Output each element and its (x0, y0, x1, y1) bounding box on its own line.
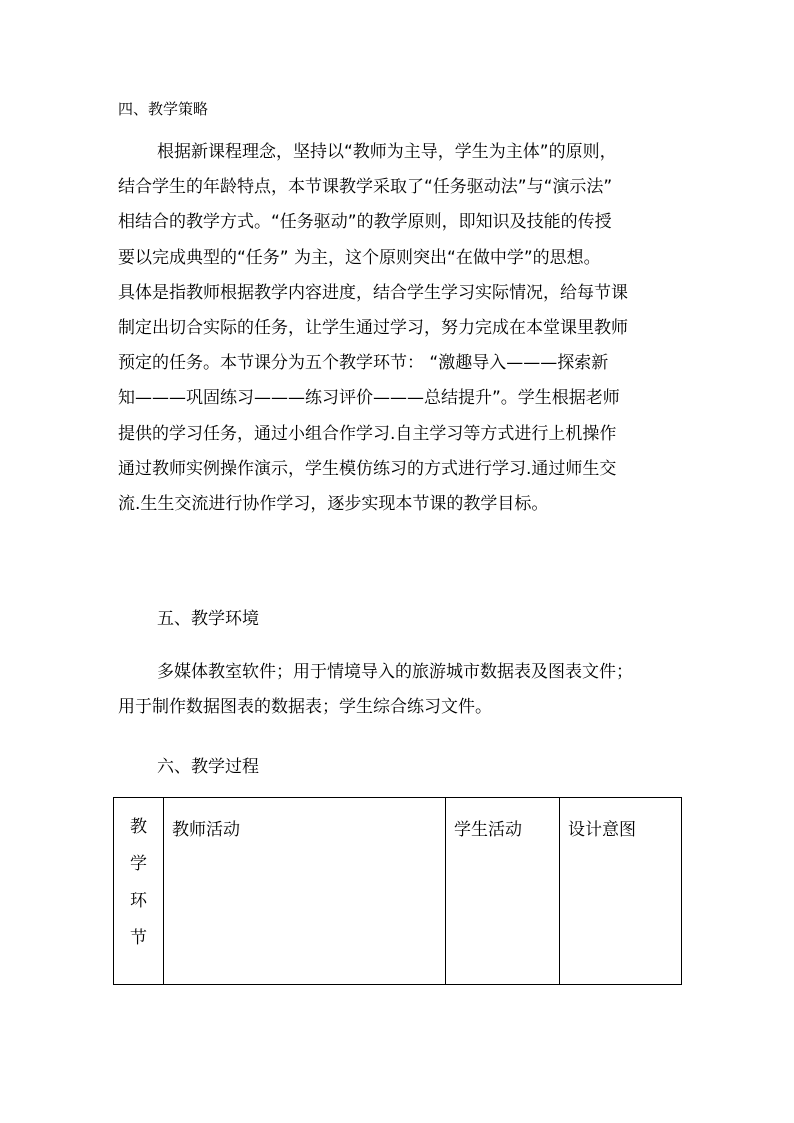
table-row (114, 798, 682, 985)
section-heading-environment: 五、教学环境 (157, 609, 259, 629)
paragraph-line: 制定出切合实际的任务，让学生通过学习，努力完成在本堂课里教师 (118, 317, 628, 338)
stage-char: 节 (130, 928, 147, 948)
paragraph-line: 流.生生交流进行协作学习，逐步实现本节课的教学目标。 (118, 493, 549, 514)
stage-char: 学 (130, 854, 147, 874)
section-heading-strategy: 四、教学策略 (118, 100, 209, 118)
stage-char: 环 (130, 891, 147, 911)
teacher-activity-header-cell (164, 798, 446, 985)
student-activity-header-cell (446, 798, 560, 985)
stage-char: 教 (130, 817, 147, 837)
paragraph-line: 多媒体教室软件；用于情境导入的旅游城市数据表及图表文件； (157, 662, 633, 682)
paragraph-line: 结合学生的年龄特点，本节课教学采取了“任务驱动法”与“演示法” (118, 177, 613, 198)
paragraph-line: 根据新课程理念，坚持以“教师为主导，学生为主体”的原则， (157, 142, 617, 162)
teacher-activity-header: 教师活动 (172, 820, 240, 840)
paragraph-line: 提供的学习任务，通过小组合作学习.自主学习等方式进行上机操作 (118, 423, 617, 444)
paragraph-line: 要以完成典型的“任务” 为主，这个原则突出“在做中学”的思想。 (118, 247, 601, 268)
section-heading-process: 六、教学过程 (157, 757, 259, 777)
design-intent-header: 设计意图 (568, 820, 636, 840)
student-activity-header: 学生活动 (454, 820, 522, 840)
paragraph-line: 用于制作数据图表的数据表；学生综合练习文件。 (118, 697, 492, 718)
environment-paragraph (118, 655, 680, 725)
strategy-paragraph (118, 135, 680, 522)
paragraph-line: 通过教师实例操作演示，学生模仿练习的方式进行学习.通过师生交 (118, 458, 617, 479)
teaching-process-table (113, 797, 682, 985)
paragraph-line: 相结合的教学方式。“任务驱动”的教学原则，即知识及技能的传授 (118, 212, 612, 233)
paragraph-line: 知———巩固练习———练习评价———总结提升”。学生根据老师 (118, 388, 620, 409)
paragraph-line: 具体是指教师根据教学内容进度，结合学生学习实际情况，给每节课 (118, 282, 628, 303)
stage-header-cell (114, 798, 164, 985)
paragraph-line: 预定的任务。本节课分为五个教学环节： “激趣导入———探索新 (118, 353, 609, 374)
design-intent-header-cell (560, 798, 682, 985)
